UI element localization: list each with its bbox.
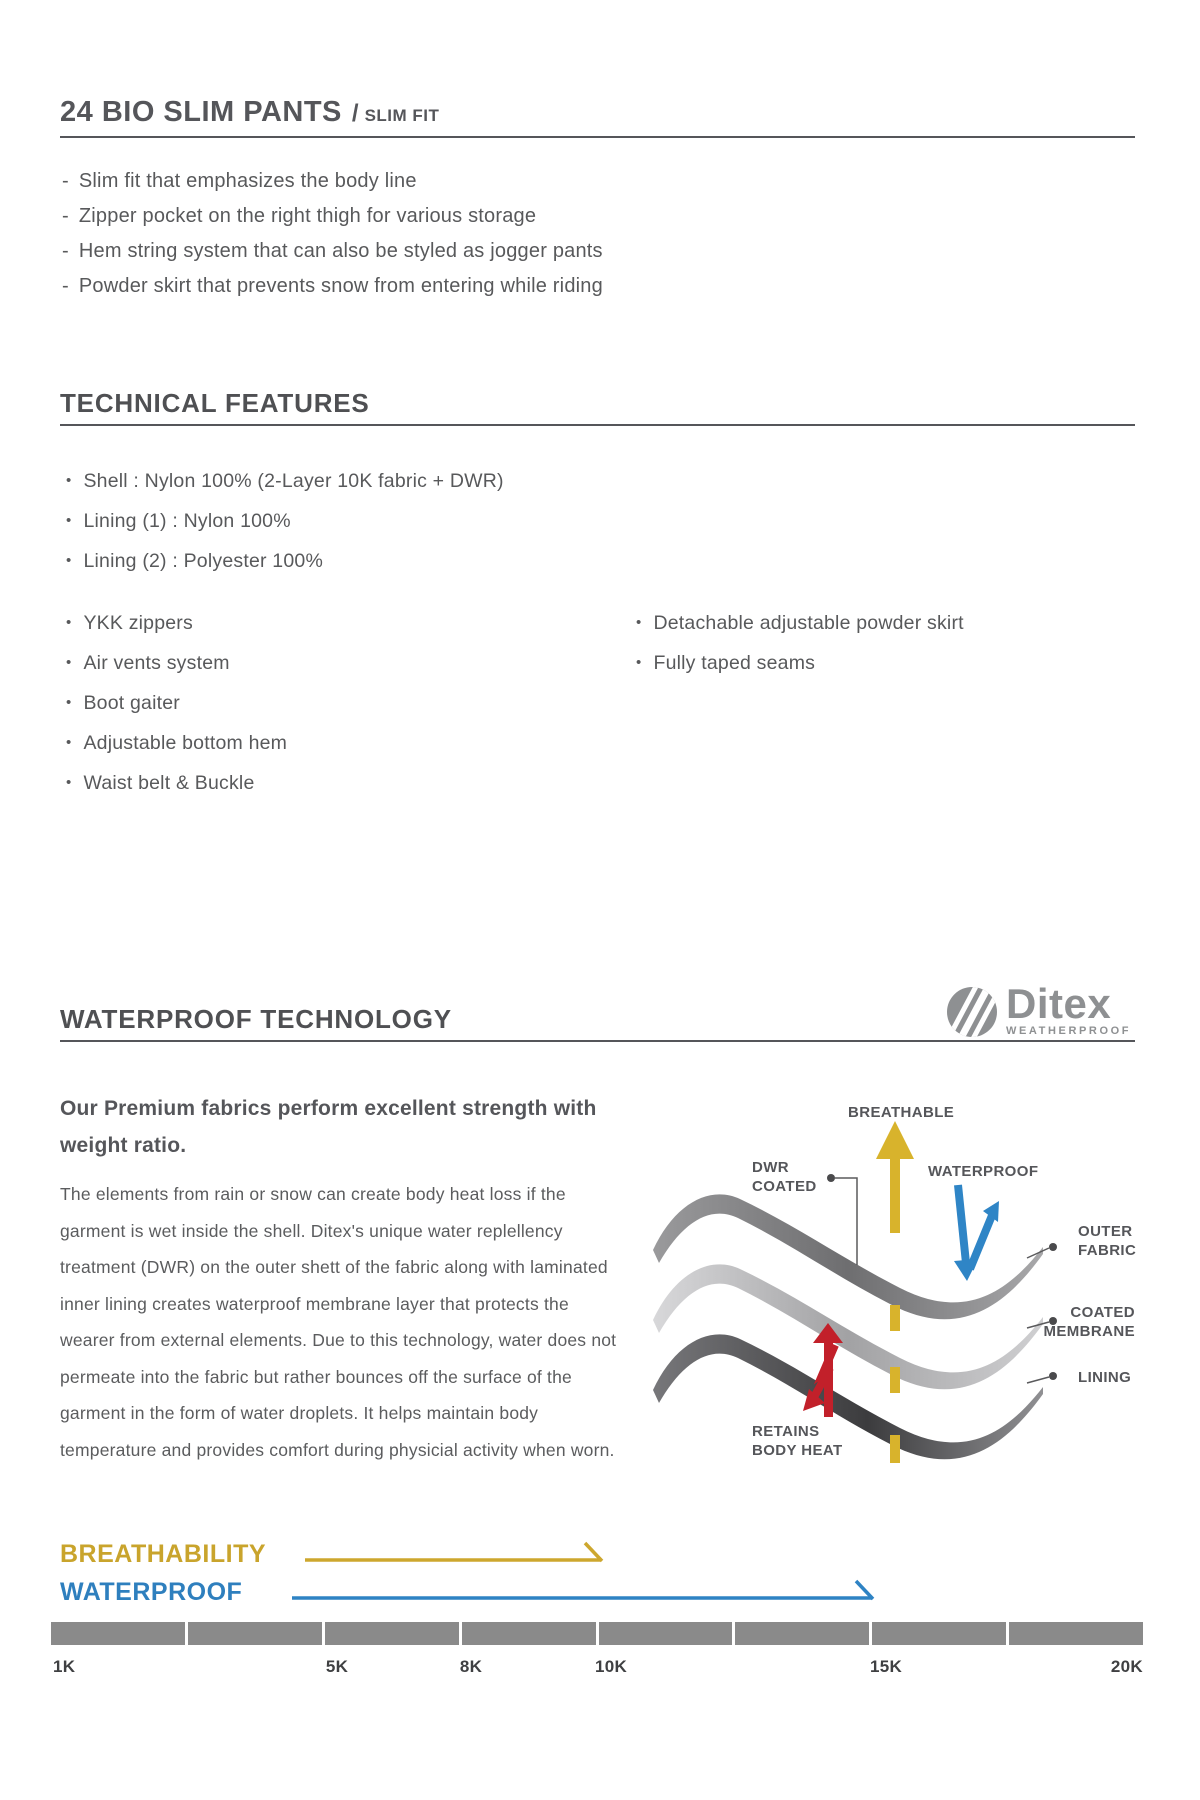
scale-tick-8k: 8K: [459, 1657, 483, 1676]
detail-item: • Fully taped seams: [636, 652, 816, 674]
feature-item: - Powder skirt that prevents snow from entering while riding: [62, 275, 603, 297]
scale-tick-15k: 15K: [869, 1657, 903, 1676]
label-waterproof: WATERPROOF: [928, 1163, 1039, 1180]
fit-label: SLIM FIT: [364, 106, 440, 125]
waterproof-arrow: [958, 1185, 993, 1269]
waterproof-range-arrow: [292, 1581, 873, 1599]
detail-item: • Detachable adjustable powder skirt: [636, 612, 964, 634]
label-dwr-coated: DWR COATED: [752, 1159, 817, 1195]
breathability-range-arrow: [305, 1543, 602, 1561]
material-item: • Lining (2) : Polyester 100%: [66, 550, 323, 572]
range-arrows: [40, 1535, 1160, 1615]
waterproof-label: WATERPROOF: [60, 1578, 243, 1606]
ditex-logo-text: [1006, 980, 1132, 1037]
materials-list: [66, 461, 504, 581]
outer-fabric-layer: [653, 1194, 1043, 1319]
technical-underline: [60, 424, 1135, 426]
waterproof-intro: Our Premium fabrics perform excellent strength with weight ratio.: [60, 1097, 597, 1157]
ditex-globe-icon: [946, 986, 998, 1043]
lining-layer: [653, 1334, 1043, 1459]
detail-item: • Air vents system: [66, 652, 230, 674]
title-underline: [60, 136, 1135, 138]
label-coated-membrane: COATED MEMBRANE: [1043, 1304, 1135, 1340]
material-item: • Lining (1) : Nylon 100%: [66, 510, 291, 532]
waterproof-arrowhead-down: [954, 1259, 978, 1281]
coated-membrane-layer: [653, 1264, 1043, 1389]
scale-tick-1k: 1K: [53, 1657, 76, 1676]
label-lining: LINING: [1078, 1369, 1132, 1386]
product-title: 24 BIO SLIM PANTS: [60, 96, 342, 128]
breathability-label: BREATHABILITY: [60, 1540, 267, 1568]
feature-item: - Zipper pocket on the right thigh for various storage: [62, 205, 537, 227]
scale-segment: [462, 1622, 596, 1645]
scale-segment: [599, 1622, 733, 1645]
fit-separator: /: [351, 100, 359, 127]
detail-item: • Boot gaiter: [66, 692, 180, 714]
scale-segment: [1009, 1622, 1143, 1645]
fabric-layers-illustration: [645, 1085, 1160, 1485]
scale-tick-10k: 10K: [594, 1657, 628, 1676]
waterproof-technology-heading: WATERPROOF TECHNOLOGY: [60, 1004, 452, 1034]
feature-item: - Slim fit that emphasizes the body line: [62, 170, 417, 192]
scale-segment: [735, 1622, 869, 1645]
label-outer-fabric: OUTER FABRIC: [1078, 1223, 1137, 1259]
detail-item: • YKK zippers: [66, 612, 193, 634]
label-retains-body-heat: RETAINS BODY HEAT: [752, 1423, 843, 1459]
ditex-logo-tagline: WEATHERPROOF: [1006, 1025, 1132, 1037]
fabric-layers-diagram: [645, 1085, 1160, 1485]
details-list-left: [66, 603, 287, 803]
feature-list: [62, 164, 603, 304]
ditex-logo-name: Ditex: [1006, 980, 1112, 1027]
product-title-block: [60, 96, 1135, 129]
scale-segment: [188, 1622, 322, 1645]
scale-tick-5k: 5K: [325, 1657, 349, 1676]
detail-item: • Waist belt & Buckle: [66, 772, 255, 794]
scale-segment: [872, 1622, 1006, 1645]
details-list-right: [636, 603, 964, 683]
waterproof-body: The elements from rain or snow can create body heat loss if the garment is wet inside the shell. Ditex's unique water replellency treatment (DWR) on the outer shett of the fabric along with laminated inner lining creates waterproof membrane layer that protects the wearer from external elements. Due to this technology, water does not permeate into the fabric but rather bounces off the surface of the garment in the form of water droplets. It helps maintain body temperature and provides comfort during physicial activity when worn.: [60, 1184, 617, 1460]
ditex-logo: [946, 980, 1132, 1043]
scale-tick-20k: 20K: [1110, 1657, 1143, 1676]
material-item: • Shell : Nylon 100% (2-Layer 10K fabric + DWR): [66, 470, 504, 492]
technical-features-heading: TECHNICAL FEATURES: [60, 388, 370, 418]
feature-item: - Hem string system that can also be styled as jogger pants: [62, 240, 603, 262]
detail-item: • Adjustable bottom hem: [66, 732, 288, 754]
rating-scale-bar: [51, 1622, 1143, 1645]
scale-segment: [325, 1622, 459, 1645]
label-breathable: BREATHABLE: [848, 1104, 955, 1121]
scale-segment: [51, 1622, 185, 1645]
